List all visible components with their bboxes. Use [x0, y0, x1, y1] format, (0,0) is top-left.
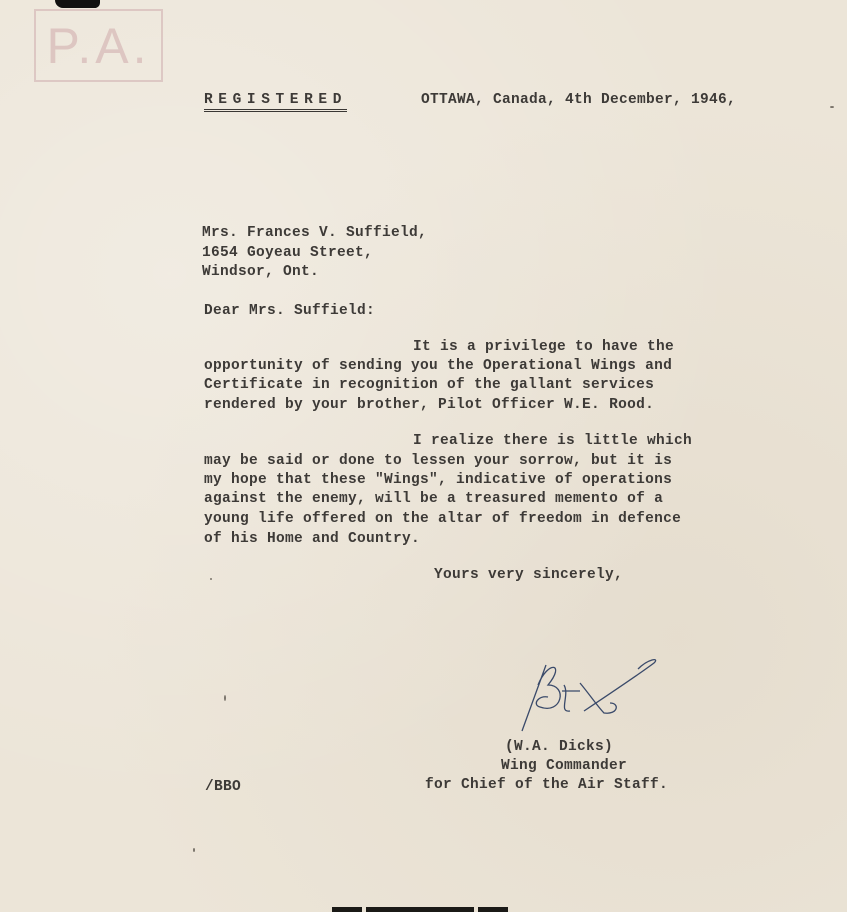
- body-line: against the enemy, will be a treasured memento of a: [204, 491, 664, 507]
- handwritten-signature: [518, 655, 663, 735]
- recipient-street: 1654 Goyeau Street,: [202, 245, 374, 261]
- ink-speck: [224, 695, 226, 701]
- registered-label: REGISTERED: [204, 92, 347, 112]
- signatory-title: for Chief of the Air Staff.: [425, 777, 669, 793]
- body-line: young life offered on the altar of freedom in defence: [204, 511, 682, 527]
- pa-stamp: P.A.: [34, 9, 163, 82]
- place-date: OTTAWA, Canada, 4th December, 1946,: [421, 92, 737, 108]
- body-line: my hope that these "Wings", indicative of operations: [204, 472, 673, 488]
- scan-edge: [478, 907, 508, 912]
- body-line: Certificate in recognition of the gallant services: [204, 377, 655, 393]
- ink-speck: [830, 106, 834, 108]
- closing: Yours very sincerely,: [434, 567, 624, 583]
- body-line: of his Home and Country.: [204, 531, 421, 547]
- body-line: opportunity of sending you the Operational Wings and: [204, 358, 673, 374]
- paper-tear: [55, 0, 100, 8]
- ink-speck: [210, 578, 212, 580]
- recipient-city: Windsor, Ont.: [202, 264, 320, 280]
- body-line: rendered by your brother, Pilot Officer W.E. Rood.: [204, 397, 655, 413]
- body-line: may be said or done to lessen your sorrow, but it is: [204, 453, 673, 469]
- salutation: Dear Mrs. Suffield:: [204, 303, 376, 319]
- reference-initials: /BBO: [205, 779, 242, 795]
- body-line: I realize there is little which: [413, 433, 693, 449]
- recipient-name: Mrs. Frances V. Suffield,: [202, 225, 428, 241]
- signatory-rank: Wing Commander: [501, 758, 628, 774]
- signatory-name: (W.A. Dicks): [505, 739, 614, 755]
- scan-edge: [332, 907, 362, 912]
- ink-speck: [193, 848, 195, 852]
- body-line: It is a privilege to have the: [413, 339, 675, 355]
- scan-edge: [366, 907, 474, 912]
